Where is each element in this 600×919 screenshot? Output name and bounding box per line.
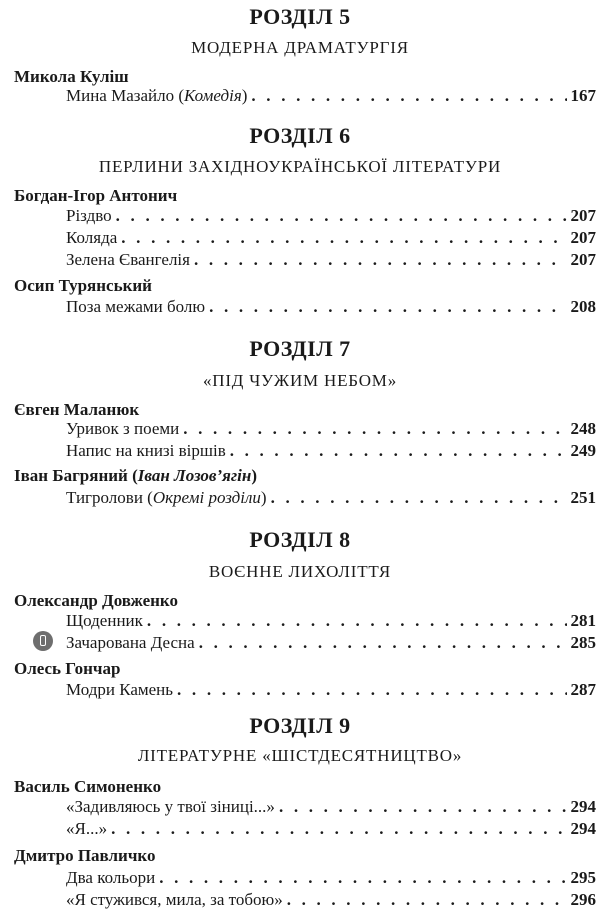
page-number: 207 (570, 206, 596, 225)
dot-leader (209, 297, 566, 317)
toc-entry[interactable] (66, 297, 596, 319)
page-number: 167 (570, 86, 596, 105)
work-title: Напис на книзі віршів (66, 441, 226, 460)
work-title: Мина Мазайло (Комедія) (66, 86, 248, 105)
dot-leader (183, 419, 566, 439)
dot-leader (111, 819, 566, 839)
chapter-subtitle: «ПІД ЧУЖИМ НЕБОМ» (202, 371, 398, 390)
work-title: Коляда (66, 228, 118, 247)
dot-leader (177, 680, 566, 700)
toc-entry[interactable] (66, 441, 596, 463)
dot-leader (271, 488, 567, 508)
author-name: Олесь Гончар (14, 659, 121, 678)
toc-entry[interactable] (66, 228, 596, 250)
chapter-heading: РОЗДІЛ 6 (249, 123, 351, 148)
page-number: 294 (570, 797, 596, 816)
dot-leader (159, 868, 566, 888)
chapter-subtitle: ЛІТЕРАТУРНЕ «ШІСТДЕСЯТНИЦТВО» (137, 746, 463, 765)
toc-entry[interactable] (66, 868, 596, 890)
chapter-subtitle: МОДЕРНА ДРАМАТУРГІЯ (191, 38, 409, 57)
page-number: 207 (570, 228, 596, 247)
toc-entry[interactable] (66, 680, 596, 702)
page-number: 287 (570, 680, 596, 699)
work-title: Уривок з поеми (66, 419, 180, 438)
work-title: «Задивляюсь у твої зіниці...» (66, 797, 275, 816)
dot-leader (251, 86, 566, 106)
work-title: Зачарована Десна (66, 633, 195, 652)
chapter-heading: РОЗДІЛ 7 (249, 336, 351, 361)
page-number: 251 (570, 488, 596, 507)
chapter-subtitle: ВОЄННЕ ЛИХОЛІТТЯ (208, 562, 392, 581)
work-title: «Я...» (66, 819, 108, 838)
author-name: Олександр Довженко (14, 591, 179, 610)
author-name: Богдан-Ігор Антонич (14, 186, 178, 205)
dot-leader (116, 206, 567, 226)
page-number: 295 (570, 868, 596, 887)
page-number: 281 (570, 611, 596, 630)
chapter-heading: РОЗДІЛ 9 (249, 713, 351, 738)
page-number: 208 (570, 297, 596, 316)
work-title: «Я стужився, мила, за тобою» (66, 890, 283, 909)
toc-entry[interactable] (66, 86, 596, 108)
toc-entry[interactable] (66, 819, 596, 841)
author-name: Осип Турянський (14, 276, 152, 295)
dot-leader (279, 797, 567, 817)
toc-entry[interactable] (66, 488, 596, 510)
dot-leader (147, 611, 567, 631)
chapter-heading: РОЗДІЛ 5 (249, 4, 351, 29)
smartphone-icon[interactable] (33, 631, 53, 651)
work-title: Тигролови (Окремі розділи) (66, 488, 267, 507)
author-name: Євген Маланюк (14, 400, 140, 419)
dot-leader (121, 228, 566, 248)
chapter-heading: РОЗДІЛ 8 (249, 527, 351, 552)
page-number: 248 (570, 419, 596, 438)
page-number: 294 (570, 819, 596, 838)
work-title: Зелена Євангелія (66, 250, 190, 269)
dot-leader (230, 441, 567, 461)
author-name: Василь Симоненко (14, 777, 162, 796)
work-title: Два кольори (66, 868, 156, 887)
toc-entry[interactable] (66, 250, 596, 272)
dot-leader (194, 250, 567, 270)
toc-entry[interactable] (66, 419, 596, 441)
page-number: 285 (570, 633, 596, 652)
work-title: Щоденник (66, 611, 143, 630)
page-number: 249 (570, 441, 596, 460)
dot-leader (199, 633, 567, 653)
toc-entry[interactable] (66, 611, 596, 633)
page-number: 296 (570, 890, 596, 909)
page-number: 207 (570, 250, 596, 269)
chapter-subtitle: ПЕРЛИНИ ЗАХІДНОУКРАЇНСЬКОЇ ЛІТЕРАТУРИ (98, 157, 502, 176)
toc-entry[interactable] (66, 206, 596, 228)
author-name: Микола Куліш (14, 67, 129, 86)
author-name: Іван Багряний (Іван Лозов’ягін) (14, 466, 258, 485)
work-title: Різдво (66, 206, 112, 225)
work-title: Поза межами болю (66, 297, 206, 316)
work-title: Модри Камень (66, 680, 174, 699)
toc-entry[interactable] (66, 797, 596, 819)
toc-entry[interactable] (66, 890, 596, 912)
toc-entry[interactable] (66, 633, 596, 655)
author-name: Дмитро Павличко (14, 846, 156, 865)
dot-leader (287, 890, 567, 910)
